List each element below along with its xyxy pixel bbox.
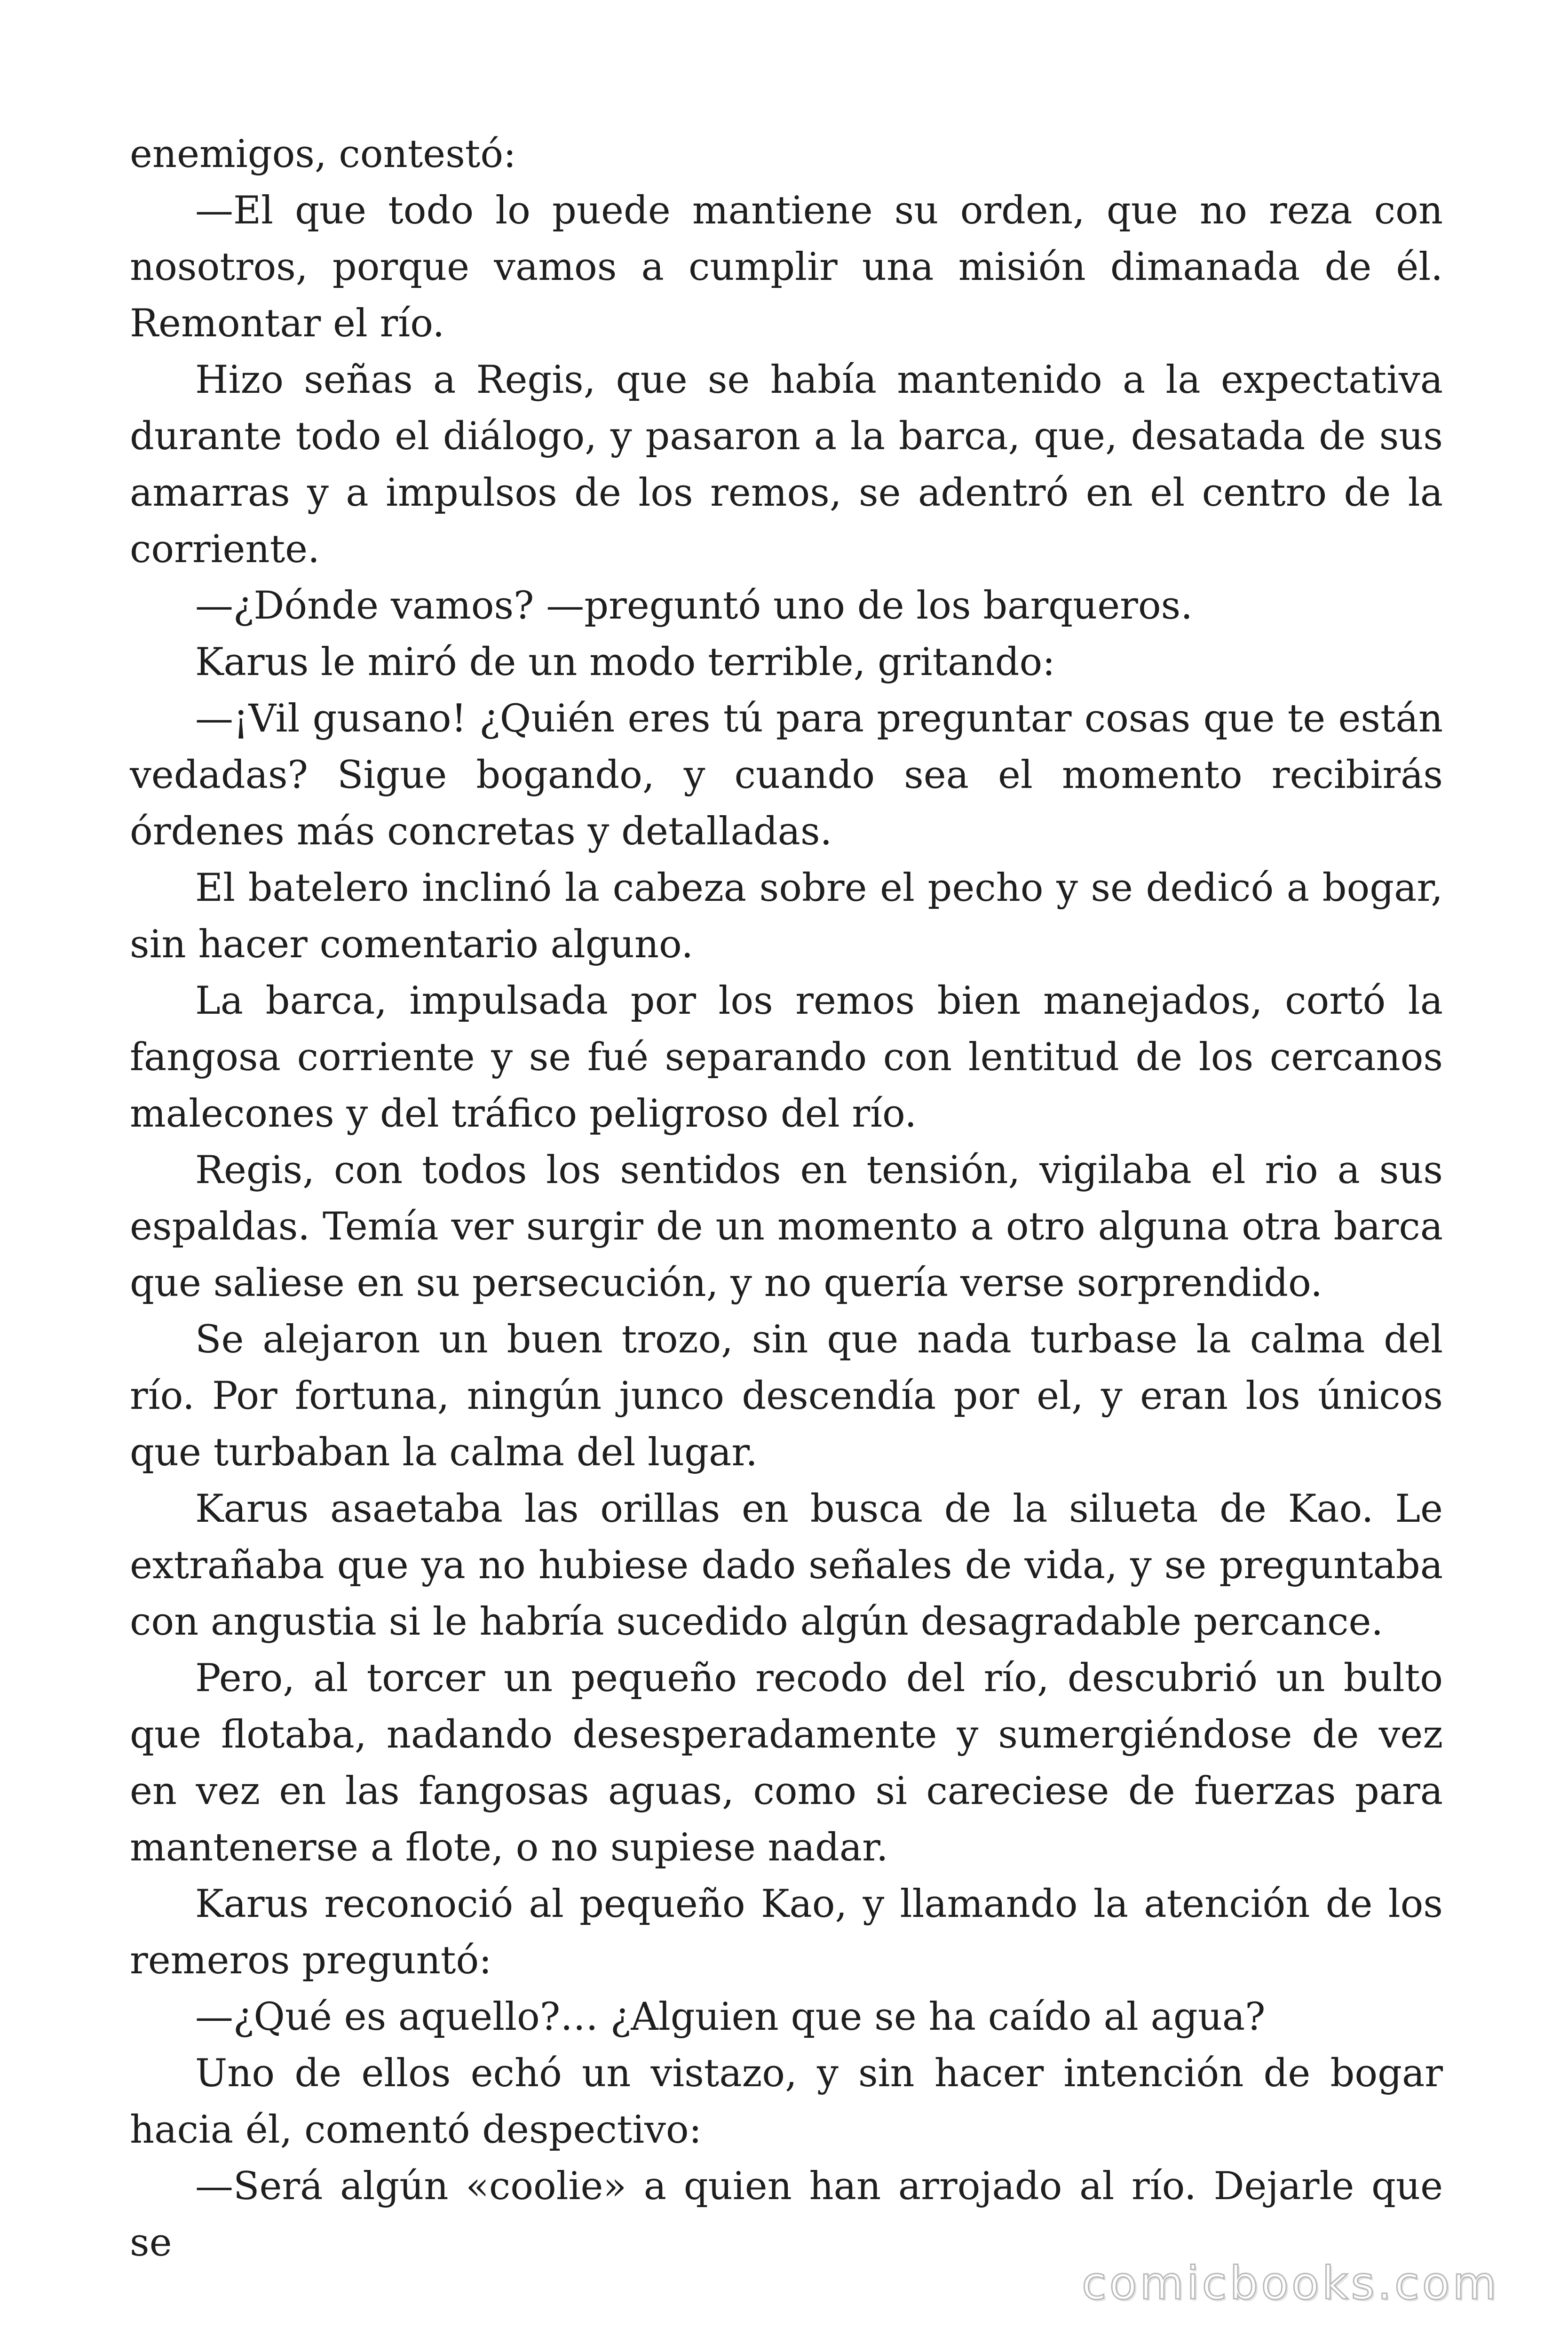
paragraph-last: —Será algún «coolie» a quien han arrojado al río. Dejarle que se [130, 2164, 1443, 2265]
paragraph: —¿Dónde vamos? —preguntó uno de los barqueros. [195, 584, 1193, 628]
paragraph: Karus le miró de un modo terrible, gritando: [195, 640, 1055, 684]
paragraph: Karus asaetaba las orillas en busca de la silueta de Kao. Le extrañaba que ya no hubiese dado señales de vida, y se preguntaba con angustia si le habría sucedido algún desagradable percance. [130, 1487, 1443, 1644]
paragraph: Pero, al torcer un pequeño recodo del río, descubrió un bulto que flotaba, nadando desesperadamente y sumergiéndose de vez en vez en las fangosas aguas, como si careciese de fuerzas para mantenerse a flote, o no supiese nadar. [130, 1656, 1443, 1870]
paragraph: Hizo señas a Regis, que se había mantenido a la expectativa durante todo el diálogo, y pasaron a la barca, que, desatada de sus amarras y a impulsos de los remos, se adentró en el centro de la corriente. [130, 358, 1443, 572]
paragraph-continuation: enemigos, contestó: [130, 132, 516, 176]
paragraph: —¡Vil gusano! ¿Quién eres tú para preguntar cosas que te están vedadas? Sigue bogando, y cuando sea el momento recibirás órdenes más concretas y detalladas. [130, 697, 1443, 854]
paragraph: —¿Qué es aquello?… ¿Alguien que se ha caído al agua? [195, 1995, 1266, 2039]
paragraph: La barca, impulsada por los remos bien manejados, cortó la fangosa corriente y se fué separando con lentitud de los cercanos malecones y del tráfico peligroso del río. [130, 979, 1443, 1136]
paragraph: Se alejaron un buen trozo, sin que nada turbase la calma del río. Por fortuna, ningún junco descendía por el, y eran los únicos que turbaban la calma del lugar. [130, 1318, 1443, 1475]
paragraph: Uno de ellos echó un vistazo, y sin hacer intención de bogar hacia él, comentó despectivo: [130, 2051, 1443, 2152]
watermark: comicbooks.com [1081, 2257, 1499, 2310]
paragraph: Regis, con todos los sentidos en tensión, vigilaba el rio a sus espaldas. Temía ver surgir de un momento a otro alguna otra barca que saliese en su persecución, y no quería verse sorprendido. [130, 1148, 1443, 1305]
paragraph: —El que todo lo puede mantiene su orden, que no reza con nosotros, porque vamos a cumplir una misión dimanada de él. Remontar el río. [130, 189, 1443, 346]
book-page-text [130, 126, 1443, 2271]
paragraph: El batelero inclinó la cabeza sobre el pecho y se dedicó a bogar, sin hacer comentario alguno. [130, 866, 1443, 967]
paragraph: Karus reconoció al pequeño Kao, y llamando la atención de los remeros preguntó: [130, 1882, 1443, 1983]
